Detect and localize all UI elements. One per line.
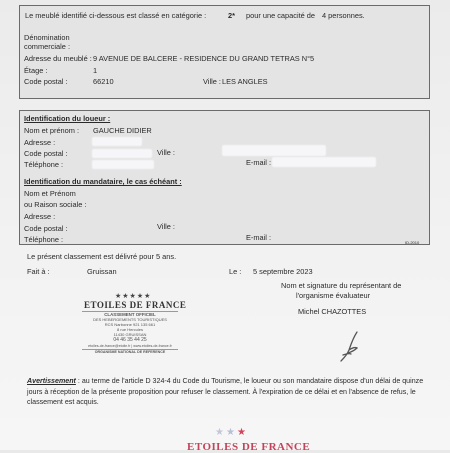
mandataire-nom-label: Nom et Prénom: [24, 189, 76, 198]
mandataire-section-title: Identification du mandataire, le cas échéant :: [24, 177, 182, 186]
stamp-subtitle-1: CLASSEMENT OFFICIEL: [104, 312, 156, 317]
validity-text: Le présent classement est délivré pour 5 ans.: [27, 252, 177, 261]
signature-mark: [335, 330, 365, 364]
warning-paragraph: [27, 376, 424, 408]
loueur-ville-label: Ville :: [157, 148, 175, 157]
stamp-street: 8 rue Hercules: [116, 327, 143, 332]
stamp-title: ETOILES DE FRANCE: [84, 300, 187, 310]
le-value: 5 septembre 2023: [253, 267, 313, 276]
redacted-cp: [92, 149, 152, 158]
footer-stars: ★★★: [215, 427, 248, 438]
cp-value: 66210: [93, 77, 114, 86]
intro-text: Le meublé identifié ci-dessous est classé en catégorie :: [25, 11, 207, 20]
cp-label: Code postal :: [24, 77, 68, 86]
loueur-adresse-label: Adresse :: [24, 138, 56, 147]
capacity-value: 4 personnes.: [322, 11, 365, 20]
stamp-stars: ★★★★★: [115, 293, 152, 300]
mandataire-ville-label: Ville :: [157, 222, 175, 231]
adresse-value: 9 AVENUE DE BALCERE - RESIDENCE DU GRAND TETRAS N°5: [93, 54, 315, 63]
redacted-tel: [92, 160, 154, 169]
stamp-web: etoiles-de-france@etoile.fr | www.etoiles-de-france.fr: [88, 344, 172, 348]
mandataire-tel-label: Téléphone :: [24, 235, 64, 244]
redacted-ville: [222, 145, 326, 156]
category-value: 2*: [228, 11, 235, 20]
mandataire-adresse-label: Adresse :: [24, 212, 56, 221]
loueur-cp-label: Code postal :: [24, 149, 68, 158]
redacted-email: [272, 157, 376, 167]
denomination-label-2: commerciale :: [24, 42, 70, 51]
sign-line-2: l'organisme évaluateur: [296, 291, 371, 300]
adresse-label: Adresse du meublé :: [24, 54, 92, 63]
mandataire-nom-label-2: ou Raison sociale :: [24, 200, 87, 209]
redacted-adresse: [92, 137, 142, 146]
fait-label: Fait à :: [27, 267, 50, 276]
footer-logo-title: ETOILES DE FRANCE: [187, 441, 311, 453]
loueur-nom-value: GAUCHE DIDIER: [93, 126, 152, 135]
stamp-rcs: RCS Narbonne 921 135 661: [104, 322, 156, 327]
signatory-name: Michel CHAZOTTES: [298, 307, 367, 316]
loueur-section-title: Identification du loueur :: [24, 114, 111, 123]
loueur-email-label: E-mail :: [246, 158, 272, 167]
warning-label: Avertissement: [27, 377, 76, 385]
capacity-intro: pour une capacité de: [246, 11, 316, 20]
stamp-phone: 04 46 35 44 25: [113, 337, 147, 343]
stamp-org: ORGANISME NATIONAL DE REFERENCE: [94, 350, 166, 354]
loueur-tel-label: Téléphone :: [24, 160, 64, 169]
le-label: Le :: [229, 267, 242, 276]
ville-label: Ville :: [203, 77, 221, 86]
stamp-city: 11430 GRUISSAN: [113, 332, 147, 337]
ville-value: LES ANGLES: [222, 77, 268, 86]
mandataire-cp-label: Code postal :: [24, 224, 68, 233]
fait-value: Gruissan: [87, 267, 117, 276]
mandataire-email-label: E-mail :: [246, 233, 272, 242]
denomination-label: Dénomination: [24, 33, 70, 42]
form-code: ID-2010: [405, 240, 420, 245]
warning-text: : au terme de l'article D 324-4 du Code du Tourisme, le loueur ou son mandataire dispose d'un délai de quinze jours à réception de la présente proposition pour refuser le classement. À l'expiration de ce délai et en l'absence de refus, le classement est acquis.: [27, 377, 424, 407]
etage-value: 1: [93, 66, 98, 75]
loueur-nom-label: Nom et prénom :: [24, 126, 80, 135]
stamp-subtitle-2: DES HEBERGEMENTS TOURISTIQUES: [93, 317, 167, 322]
etage-label: Étage :: [24, 66, 48, 75]
sign-line-1: Nom et signature du représentant de: [281, 281, 402, 290]
